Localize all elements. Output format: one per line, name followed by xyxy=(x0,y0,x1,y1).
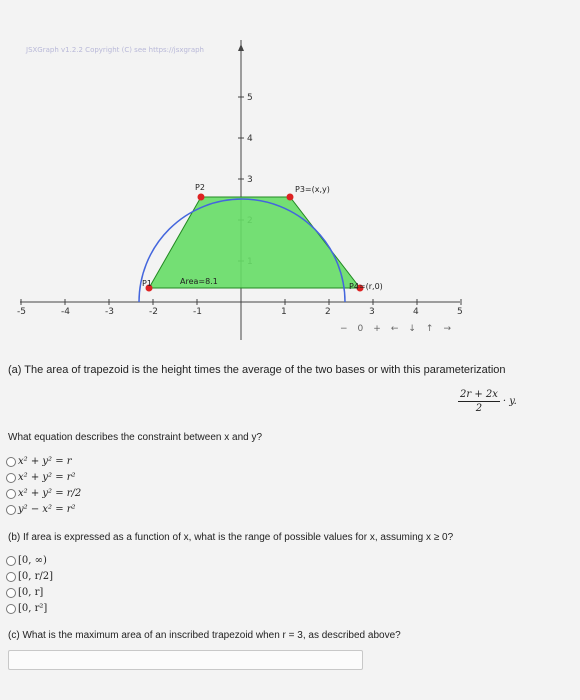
constraint-option-4[interactable]: y² − x² = r² xyxy=(6,504,76,515)
graph-nav-button[interactable]: + xyxy=(373,324,381,334)
radio-button[interactable] xyxy=(6,556,16,566)
jsxgraph-board[interactable] xyxy=(17,40,463,340)
range-option-3[interactable]: [0, r] xyxy=(6,587,43,598)
y-tick-label: 4 xyxy=(247,134,253,144)
formula-tail: · y. xyxy=(502,396,517,407)
x-tick-label: -3 xyxy=(105,307,114,317)
point-p2[interactable] xyxy=(198,194,205,201)
graph-nav-button[interactable]: 0 xyxy=(357,324,364,334)
part-c-text: (c) What is the maximum area of an inscribed trapezoid when r = 3, as described above? xyxy=(8,630,401,641)
constraint-question: What equation describes the constraint between x and y? xyxy=(8,432,263,443)
range-option-1[interactable]: [0, ∞) xyxy=(6,555,47,566)
constraint-option-3[interactable]: x² + y² = r/2 xyxy=(6,488,81,499)
y-axis-arrow-icon xyxy=(238,44,244,51)
radio-button[interactable] xyxy=(6,457,16,467)
graph-nav-button[interactable]: → xyxy=(443,324,452,334)
max-area-answer-input[interactable] xyxy=(8,650,363,670)
y-tick-label: 5 xyxy=(247,93,253,103)
part-b-text: (b) If area is expressed as a function of x, what is the range of possible values for x, assuming x ≥ 0? xyxy=(8,532,454,543)
x-tick-label: -4 xyxy=(61,307,70,317)
y-tick-label: 3 xyxy=(247,175,253,185)
graph-navigation-bar xyxy=(340,324,461,334)
part-a-text: (a) The area of trapezoid is the height times the average of the two bases or with this parameterization xyxy=(8,364,506,376)
range-option-2[interactable]: [0, r/2] xyxy=(6,571,53,582)
graph-nav-button[interactable]: ← xyxy=(390,324,399,334)
x-tick-label: -1 xyxy=(193,307,202,317)
radio-button[interactable] xyxy=(6,505,16,515)
radio-button[interactable] xyxy=(6,473,16,483)
p1-label: P1 xyxy=(142,279,152,288)
graph-nav-button[interactable]: ↓ xyxy=(408,324,416,334)
x-tick-label: 2 xyxy=(325,307,331,317)
radio-button[interactable] xyxy=(6,572,16,582)
point-p3[interactable] xyxy=(287,194,294,201)
graph-watermark: JSXGraph v1.2.2 Copyright (C) see https://jsxgraph xyxy=(26,46,204,54)
range-option-4[interactable]: [0, r²] xyxy=(6,603,47,614)
area-formula xyxy=(458,389,517,414)
formula-denominator: 2 xyxy=(475,403,483,414)
radio-button[interactable] xyxy=(6,489,16,499)
graph-nav-button[interactable]: ↑ xyxy=(425,324,434,334)
p2-label: P2 xyxy=(195,183,205,192)
area-label: Area=8.1 xyxy=(180,277,218,286)
p3-label: P3=(x,y) xyxy=(295,185,330,194)
trapezoid-shape[interactable] xyxy=(149,197,360,288)
x-tick-label: -5 xyxy=(17,307,26,317)
graph-nav-button[interactable]: − xyxy=(340,324,348,334)
radio-button[interactable] xyxy=(6,588,16,598)
x-tick-label: 1 xyxy=(281,307,287,317)
radio-button[interactable] xyxy=(6,604,16,614)
p4-label: P4=(r,0) xyxy=(349,282,383,291)
x-tick-label: 3 xyxy=(369,307,375,317)
x-tick-label: 4 xyxy=(413,307,419,317)
formula-numerator: 2r + 2x xyxy=(460,389,498,400)
constraint-option-1[interactable]: x² + y² = r xyxy=(6,456,72,467)
x-tick-label: -2 xyxy=(149,307,158,317)
constraint-option-2[interactable]: x² + y² = r² xyxy=(6,472,76,483)
x-tick-label: 5 xyxy=(457,307,463,317)
